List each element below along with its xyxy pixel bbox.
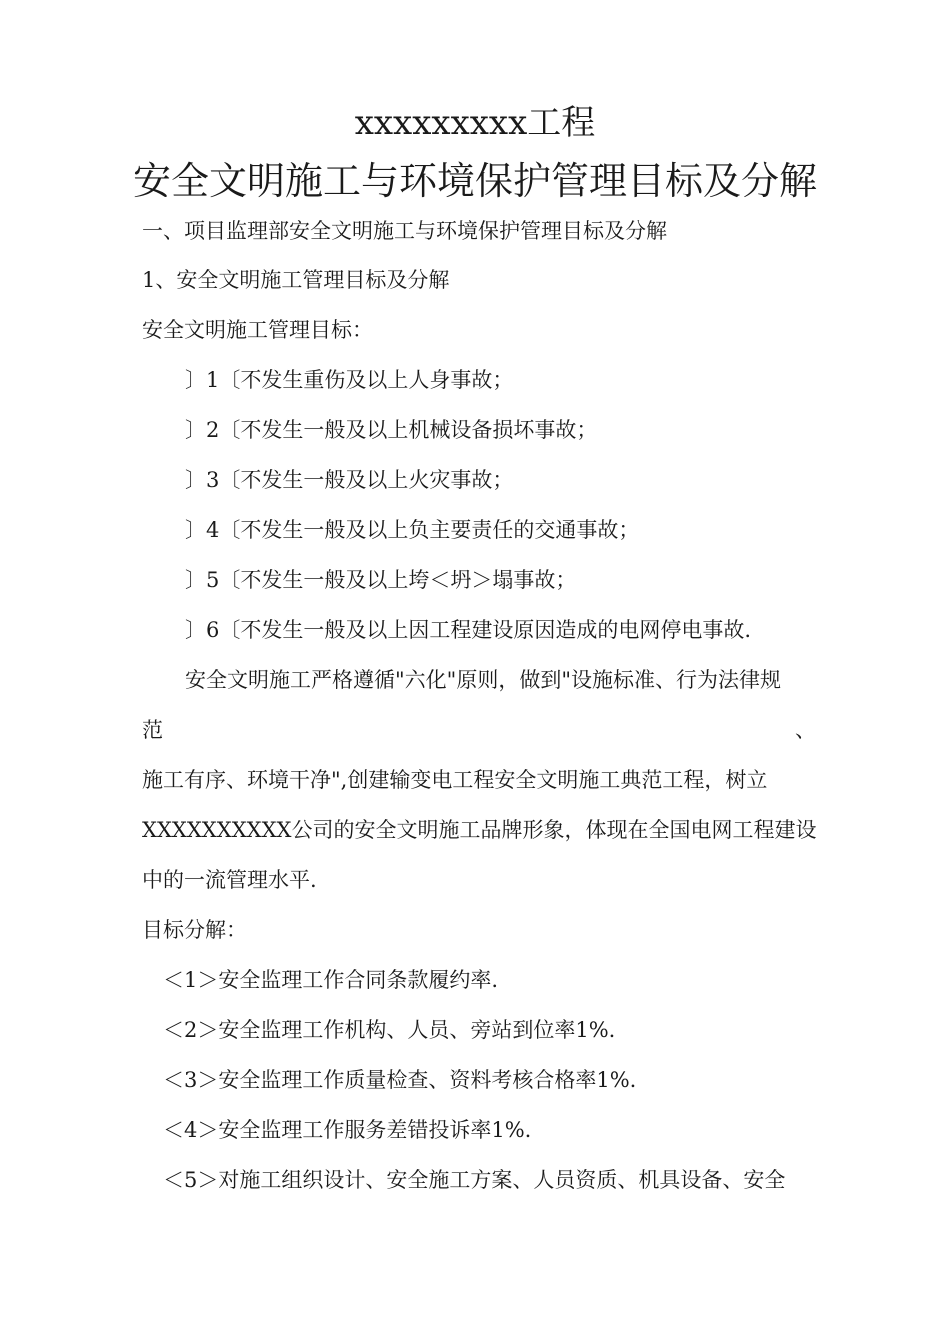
paragraph-line: XXXXXXXXXX公司的安全文明施工品牌形象，体现在全国电网工程建设 <box>142 818 817 842</box>
goal-item: 〕3〔不发生一般及以上火灾事故； <box>185 468 514 492</box>
breakdown-item: ＜2＞安全监理工作机构、人员、旁站到位率1%. <box>163 1018 616 1042</box>
paragraph-line <box>142 720 816 741</box>
paragraph-line: 施工有序、环境干净",创建输变电工程安全文明施工典范工程，树立 <box>142 768 768 792</box>
paragraph-fragment: 、 <box>795 718 816 742</box>
document-title-line-1: xxxxxxxxx工程 <box>354 103 596 143</box>
goal-item: 〕6〔不发生一般及以上因工程建设原因造成的电网停电事故. <box>185 618 752 642</box>
goal-item: 〕1〔不发生重伤及以上人身事故； <box>185 368 514 392</box>
breakdown-item: ＜3＞安全监理工作质量检查、资料考核合格率1%. <box>163 1068 637 1092</box>
document-title-line-2: 安全文明施工与环境保护管理目标及分解 <box>132 159 817 203</box>
section-heading: 一、项目监理部安全文明施工与环境保护管理目标及分解 <box>142 219 667 243</box>
paragraph-fragment: 范 <box>142 718 163 742</box>
breakdown-item: ＜5＞对施工组织设计、安全施工方案、人员资质、机具设备、安全 <box>163 1168 786 1192</box>
goal-item: 〕4〔不发生一般及以上负主要责任的交通事故； <box>185 518 640 542</box>
paragraph-line: 中的一流管理水平. <box>142 868 317 892</box>
paragraph-line: 安全文明施工严格遵循"六化"原则，做到"设施标准、行为法律规 <box>185 668 781 692</box>
goal-item: 〕2〔不发生一般及以上机械设备损坏事故； <box>185 418 598 442</box>
breakdown-label: 目标分解： <box>142 918 247 942</box>
subsection-heading: 1、安全文明施工管理目标及分解 <box>142 268 450 292</box>
breakdown-item: ＜1＞安全监理工作合同条款履约率. <box>163 968 499 992</box>
breakdown-item: ＜4＞安全监理工作服务差错投诉率1%. <box>163 1118 532 1142</box>
goal-item: 〕5〔不发生一般及以上垮＜坍＞塌事故； <box>185 568 577 592</box>
goals-label: 安全文明施工管理目标： <box>142 318 373 342</box>
